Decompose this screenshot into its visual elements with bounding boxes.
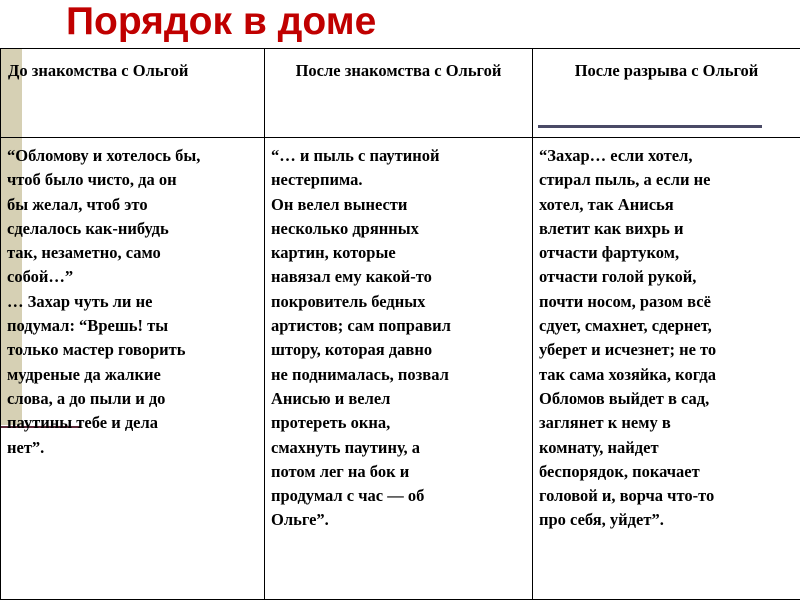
cell-after-breakup-olga xyxy=(533,138,800,600)
slide-title: Порядок в доме xyxy=(66,0,377,43)
comparison-table-container xyxy=(0,48,800,600)
comparison-table xyxy=(0,48,800,600)
cell-before-olga xyxy=(1,138,265,600)
cell-after-meeting-olga xyxy=(265,138,533,600)
header-after-meeting-olga: После знакомства с Ольгой xyxy=(265,49,533,138)
quote-text-after-meeting: “… и пыль с паутиной нестерпима. Он велел вынести несколько дрянных картин, которые навязал ему какой-то покровитель бедных артистов; сам поправил штору, которая давно не поднималась, позвал Анисью и велел протереть окна, смахнуть паутину, а потом лег на бок и продумал с час — об Ольге”. xyxy=(271,146,451,530)
table-header-row xyxy=(1,49,800,138)
table-row xyxy=(1,138,800,600)
quote-text-before: “Обломову и хотелось бы, чтоб было чисто, да он бы желал, чтоб это сделалось как-нибудь так, незаметно, само собой…” … Захар чуть ли не подумал: “Врешь! ты только мастер говорить мудреные да жалкие слова, а до пыли и до паутины тебе и дела нет”. xyxy=(7,146,201,457)
header-before-olga: До знакомства с Ольгой xyxy=(1,49,265,138)
header-after-breakup-olga: После разрыва с Ольгой xyxy=(533,49,800,138)
quote-text-after-breakup: “Захар… если хотел, стирал пыль, а если не хотел, так Анисья влетит как вихрь и отчасти фартуком, отчасти голой рукой, почти носом, разом всё сдует, смахнет, сдернет, уберет и исчезнет; не то так сама хозяйка, когда Обломов выйдет в сад, заглянет к нему в комнату, найдет беспорядок, покачает головой и, ворча что-то про себя, уйдет”. xyxy=(539,146,717,530)
